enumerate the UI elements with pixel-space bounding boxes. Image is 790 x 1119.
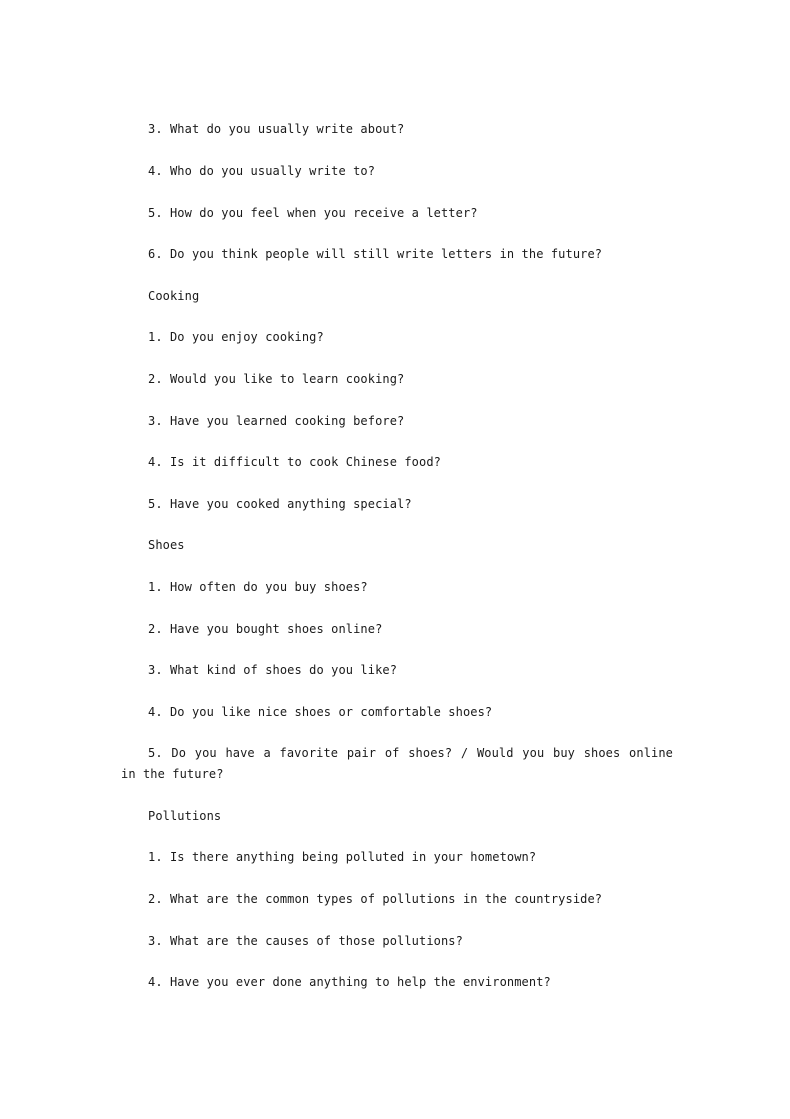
- cooking-question-2: 2. Would you like to learn cooking?: [148, 372, 405, 386]
- pollutions-question-4: 4. Have you ever done anything to help the environment?: [148, 975, 551, 989]
- shoes-question-1: 1. How often do you buy shoes?: [148, 580, 368, 594]
- letters-question-4: 4. Who do you usually write to?: [148, 164, 376, 178]
- cooking-heading: Cooking: [148, 289, 200, 303]
- shoes-heading: Shoes: [148, 538, 185, 552]
- pollutions-question-1: 1. Is there anything being polluted in your hometown?: [148, 850, 537, 864]
- pollutions-heading: Pollutions: [148, 809, 222, 823]
- shoes-question-4: 4. Do you like nice shoes or comfortable shoes?: [148, 705, 493, 719]
- shoes-question-3: 3. What kind of shoes do you like?: [148, 663, 398, 677]
- letters-question-6: 6. Do you think people will still write letters in the future?: [148, 247, 603, 261]
- cooking-question-1: 1. Do you enjoy cooking?: [148, 330, 324, 344]
- shoes-question-2: 2. Have you bought shoes online?: [148, 622, 383, 636]
- cooking-question-5: 5. Have you cooked anything special?: [148, 497, 412, 511]
- letters-question-3: 3. What do you usually write about?: [148, 122, 405, 136]
- pollutions-question-2: 2. What are the common types of pollutions in the countryside?: [148, 892, 603, 906]
- pollutions-question-3: 3. What are the causes of those pollutions?: [148, 934, 463, 948]
- shoes-question-5: 5. Do you have a favorite pair of shoes? / Would you buy shoes online in the future?: [121, 746, 673, 781]
- cooking-question-4: 4. Is it difficult to cook Chinese food?: [148, 455, 441, 469]
- cooking-question-3: 3. Have you learned cooking before?: [148, 414, 405, 428]
- letters-question-5: 5. How do you feel when you receive a letter?: [148, 206, 478, 220]
